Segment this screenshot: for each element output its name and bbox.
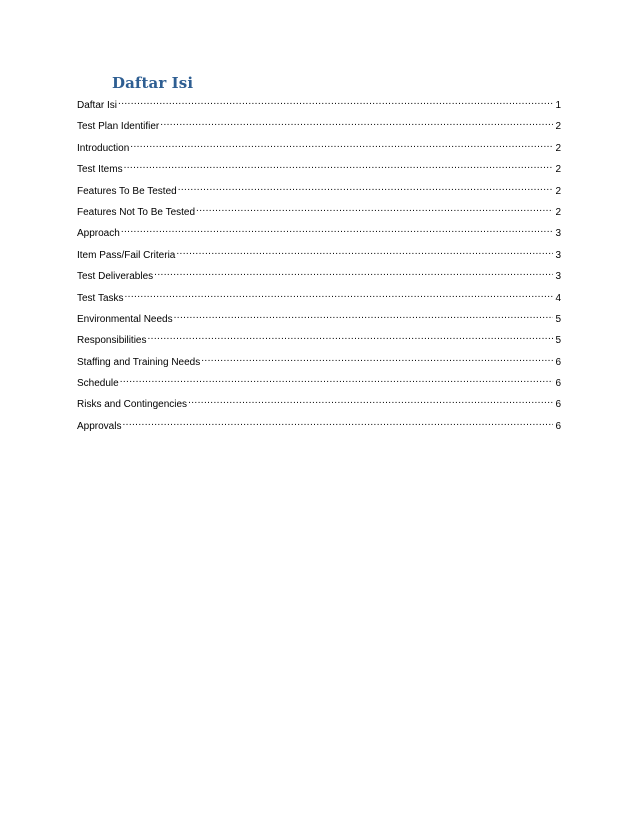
toc-dot-leader bbox=[147, 331, 553, 343]
toc-entry[interactable] bbox=[77, 289, 561, 310]
toc-dot-leader bbox=[120, 374, 554, 386]
toc-dot-leader bbox=[178, 182, 554, 194]
toc-entry-page: 2 bbox=[555, 206, 561, 218]
toc-entry-title: Risks and Contingencies bbox=[77, 399, 188, 411]
toc-dot-leader bbox=[196, 203, 553, 215]
toc-entry[interactable] bbox=[77, 160, 561, 181]
toc-dot-leader bbox=[160, 117, 553, 129]
toc-entry[interactable] bbox=[77, 117, 561, 138]
toc-entry-page: 5 bbox=[555, 313, 561, 325]
toc-dot-leader bbox=[125, 289, 554, 301]
toc-entry-title: Environmental Needs bbox=[77, 313, 173, 325]
toc-entry[interactable] bbox=[77, 246, 561, 267]
toc-entry-page: 6 bbox=[555, 356, 561, 368]
toc-entry-page: 2 bbox=[555, 164, 561, 176]
toc-dot-leader bbox=[174, 310, 554, 322]
toc-dot-leader bbox=[154, 267, 553, 279]
toc-entry-title: Responsibilities bbox=[77, 335, 147, 347]
toc-entry[interactable] bbox=[77, 182, 561, 203]
toc-entry[interactable] bbox=[77, 203, 561, 224]
toc-entry[interactable] bbox=[77, 224, 561, 245]
toc-entry[interactable] bbox=[77, 395, 561, 416]
toc-entry-page: 2 bbox=[555, 121, 561, 133]
toc-entry-title: Approvals bbox=[77, 420, 122, 432]
toc-entry-title: Introduction bbox=[77, 142, 130, 154]
toc-entry-title: Test Plan Identifier bbox=[77, 121, 160, 133]
toc-entry-page: 2 bbox=[555, 142, 561, 154]
toc-dot-leader bbox=[130, 139, 553, 151]
toc-entry-page: 3 bbox=[555, 271, 561, 283]
toc-entry-title: Features Not To Be Tested bbox=[77, 206, 196, 218]
toc-entry[interactable] bbox=[77, 331, 561, 352]
toc-dot-leader bbox=[118, 96, 553, 108]
toc-entry-title: Test Deliverables bbox=[77, 271, 154, 283]
toc-entry[interactable] bbox=[77, 96, 561, 117]
toc-entry-page: 4 bbox=[555, 292, 561, 304]
toc-entry-page: 3 bbox=[555, 228, 561, 240]
toc-entry[interactable] bbox=[77, 417, 561, 438]
toc-entry-title: Daftar Isi bbox=[77, 100, 118, 111]
toc-entry-title: Test Tasks bbox=[77, 292, 124, 304]
toc-entry-title: Approach bbox=[77, 228, 120, 240]
toc-entry-page: 2 bbox=[555, 185, 561, 197]
toc-entry-page: 1 bbox=[555, 100, 561, 111]
toc-dot-leader bbox=[122, 417, 553, 429]
toc-entry-page: 6 bbox=[555, 378, 561, 390]
toc-entry[interactable] bbox=[77, 139, 561, 160]
toc-entry-title: Staffing and Training Needs bbox=[77, 356, 201, 368]
toc-heading: Daftar Isi bbox=[112, 74, 194, 92]
toc-entry-title: Schedule bbox=[77, 378, 119, 390]
toc-list bbox=[77, 96, 561, 438]
toc-dot-leader bbox=[124, 160, 554, 172]
toc-dot-leader bbox=[188, 395, 553, 407]
toc-dot-leader bbox=[201, 353, 553, 365]
toc-entry-page: 3 bbox=[555, 249, 561, 261]
toc-dot-leader bbox=[121, 224, 554, 236]
toc-entry-page: 6 bbox=[555, 399, 561, 411]
toc-entry[interactable] bbox=[77, 267, 561, 288]
toc-dot-leader bbox=[176, 246, 553, 258]
toc-entry-page: 5 bbox=[555, 335, 561, 347]
toc-entry[interactable] bbox=[77, 374, 561, 395]
toc-entry[interactable] bbox=[77, 353, 561, 374]
toc-entry-title: Item Pass/Fail Criteria bbox=[77, 249, 176, 261]
toc-entry-title: Features To Be Tested bbox=[77, 185, 177, 197]
toc-entry[interactable] bbox=[77, 310, 561, 331]
toc-entry-page: 6 bbox=[555, 420, 561, 432]
toc-entry-title: Test Items bbox=[77, 164, 123, 176]
